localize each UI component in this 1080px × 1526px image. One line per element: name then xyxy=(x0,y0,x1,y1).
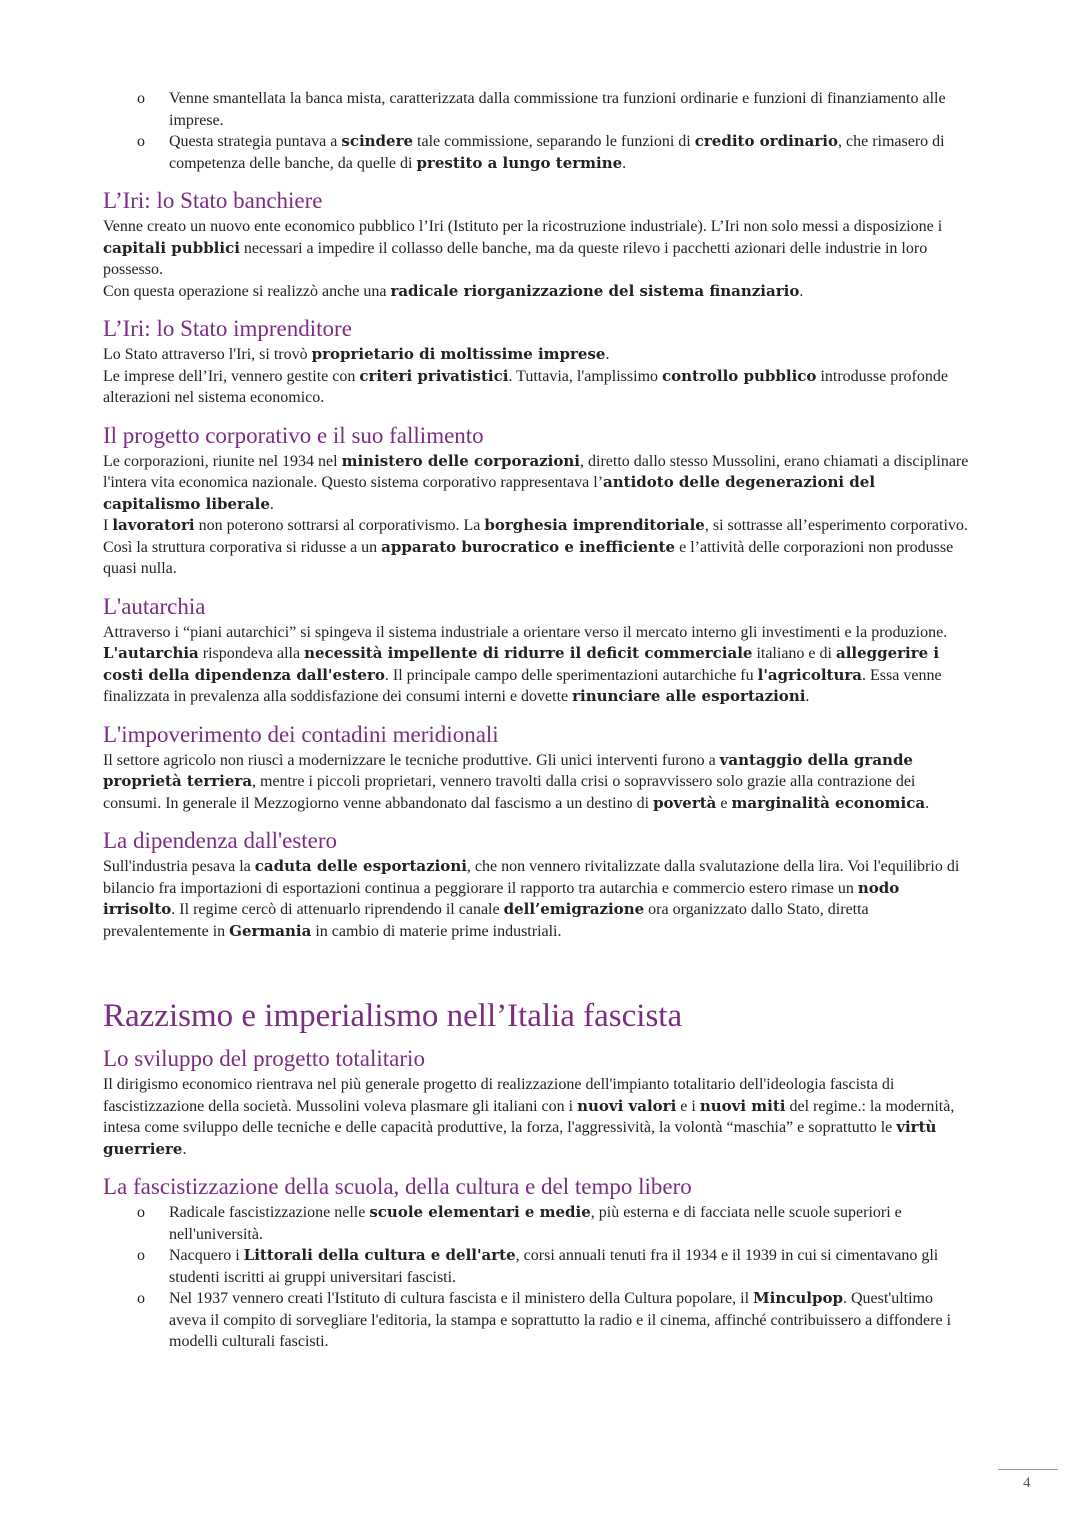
paragraph: I lavoratori non poterono sottrarsi al corporativismo. La borghesia imprenditoriale, si sottrasse all’esperimento corporativo. xyxy=(103,516,968,534)
paragraph: Lo Stato attraverso l'Iri, si trovò proprietario di moltissime imprese. xyxy=(103,345,610,363)
bold-term: nuovi miti xyxy=(699,1096,786,1115)
list-item xyxy=(103,1202,973,1245)
list-item xyxy=(103,131,973,174)
bold-term: controllo pubblico xyxy=(662,366,817,385)
bold-term: Littorali della cultura e dell'arte xyxy=(243,1246,516,1264)
list-item-text: Nel 1937 vennero creati l'Istituto di cultura fascista e il ministero della Cultura popolare, il Minculpop. Quest'ultimo aveva il compito di sorvegliare l'editoria, la stampa e soprattutto la radio e il cinema, affinché contribuissero a diffondere i modelli culturali fascisti. xyxy=(169,1289,952,1350)
bold-term: Minculpop xyxy=(753,1289,843,1307)
bold-term: capitali pubblici xyxy=(103,238,240,257)
bold-term: criteri privatistici xyxy=(359,366,509,385)
section-heading: La dipendenza dall'estero xyxy=(103,828,338,853)
bold-term: povertà xyxy=(653,793,717,812)
bold-term: vantaggio della grande proprietà terriera xyxy=(103,750,913,790)
bold-term: nodo irrisolto xyxy=(103,878,900,918)
section-heading: L’Iri: lo Stato imprenditore xyxy=(103,316,352,341)
list-item-text: Nacquero i Littorali della cultura e dell'arte, corsi annuali tenuti fra il 1934 e il 1939 in cui si cimentavano gli studenti iscritti ai gruppi universitari fascisti. xyxy=(169,1246,939,1286)
list-item-text: Venne smantellata la banca mista, caratterizzata dalla commissione tra funzioni ordinarie e funzioni di finanziamento alle imprese. xyxy=(169,90,946,129)
bullet-list xyxy=(103,1202,973,1353)
bold-term: dell’emigrazione xyxy=(503,900,645,918)
section-heading: L'autarchia xyxy=(103,593,206,619)
bold-term: marginalità economica xyxy=(731,793,926,812)
bold-term: apparato burocratico e inefficiente xyxy=(381,537,676,556)
list-item-text: Questa strategia puntava a scindere tale commissione, separando le funzioni di credito ordinario, che rimasero di competenza delle banche, da quelle di prestito a lungo termine. xyxy=(169,132,945,172)
bold-term: radicale riorganizzazione del sistema finanziario xyxy=(390,281,800,300)
paragraph: Venne creato un nuovo ente economico pubblico l’Iri (Istituto per la ricostruzione industriale). L’Iri non solo messi a disposizione i capitali pubblici necessari a impedire il collasso delle banche, ma da queste rilevo i pacchetti azionari delle industrie in loro possesso. xyxy=(103,218,943,278)
paragraph: Attraverso i “piani autarchici” si spingeva il sistema industriale a orientare verso il mercato interno gli investimenti e la produzione. L'autarchia rispondeva alla necessità impellente di ridurre il deficit commerciale italiano e di alleggerire i costi della dipendenza dall'estero. Il principale campo delle sperimentazioni autarchiche fu l'agricoltura. Essa venne finalizzata in prevalenza alla soddisfazione dei consumi interni e dovette rinunciare alle esportazioni. xyxy=(103,623,948,705)
paragraph: Così la struttura corporativa si ridusse a un apparato burocratico e inefficiente e l’attività delle corporazioni non produsse quasi nulla. xyxy=(103,537,954,577)
bold-term: prestito a lungo termine xyxy=(416,153,623,172)
bullet-icon: o xyxy=(137,1290,145,1307)
bold-term: virtù guerriere xyxy=(103,1118,937,1158)
bold-term: scindere xyxy=(341,132,414,150)
bold-term: borghesia imprenditoriale xyxy=(484,516,705,534)
bold-term: necessità impellente di ridurre il deficit commerciale xyxy=(304,644,753,662)
list-item xyxy=(103,1288,973,1353)
section-heading: L'impoverimento dei contadini meridionali xyxy=(103,721,499,747)
bold-term: l'agricoltura xyxy=(757,665,863,684)
paragraph: Le imprese dell’Iri, vennero gestite con criteri privatistici. Tuttavia, l'amplissimo controllo pubblico introdusse profonde alterazioni nel sistema economico. xyxy=(103,366,948,406)
bold-term: L'autarchia xyxy=(103,644,199,662)
document-page xyxy=(103,88,973,1353)
page-number-rule xyxy=(998,1469,1058,1470)
bold-term: ministero delle corporazioni xyxy=(341,451,580,470)
section-heading: L’Iri: lo Stato banchiere xyxy=(103,188,323,213)
paragraph: Il settore agricolo non riuscì a modernizzare le tecniche produttive. Gli unici interventi furono a vantaggio della grande proprietà terriera, mentre i piccoli proprietari, vennero travolti dalla crisi o sopravvissero solo grazie alla contrazione dei consumi. In generale il Mezzogiorno venne abbandonato dal fascismo a un destino di povertà e marginalità economica. xyxy=(103,750,930,812)
bullet-icon: o xyxy=(137,1247,145,1264)
list-item xyxy=(103,1245,973,1288)
page-number: 4 xyxy=(1023,1475,1031,1491)
section-heading: La fascistizzazione della scuola, della cultura e del tempo libero xyxy=(103,1174,692,1199)
paragraph: Il dirigismo economico rientrava nel più generale progetto di realizzazione dell'impianto totalitario dell'ideologia fascista di fascistizzazione della società. Mussolini voleva plasmare gli italiani con i nuovi valori e i nuovi miti del regime.: la modernità, intesa come sviluppo delle tecniche e delle capacità produttive, la forza, l'aggressività, la volontà “maschia” e soprattutto le virtù guerriere. xyxy=(103,1076,955,1158)
chapter-title: Razzismo e imperialismo nell’Italia fascista xyxy=(103,998,683,1034)
section-heading: Il progetto corporativo e il suo fallimento xyxy=(103,422,484,448)
bold-term: caduta delle esportazioni xyxy=(254,857,467,875)
paragraph: Sull'industria pesava la caduta delle esportazioni, che non vennero rivitalizzate dalla svalutazione della lira. Voi l'equilibrio di bilancio fra importazioni di esportazioni continua a peggiorare il rapporto tra autarchia e commercio estero rimase un nodo irrisolto. Il regime cercò di attenuarlo riprendendo il canale dell’emigrazione ora organizzato dallo Stato, diretta prevalentemente in Germania in cambio di materie prime industriali. xyxy=(103,857,960,940)
bold-term: nuovi valori xyxy=(577,1096,677,1115)
bold-term: credito ordinario xyxy=(694,132,838,150)
bold-term: antidoto delle degenerazioni del capitalismo liberale xyxy=(103,473,876,513)
bold-term: proprietario di moltissime imprese xyxy=(311,345,606,363)
section-heading: Lo sviluppo del progetto totalitario xyxy=(103,1046,425,1071)
bold-term: scuole elementari e medie xyxy=(369,1203,591,1221)
paragraph: Con questa operazione si realizzò anche una radicale riorganizzazione del sistema finanziario. xyxy=(103,281,804,300)
list-item-text: Radicale fascistizzazione nelle scuole elementari e medie, più esterna e di facciata nelle scuole superiori e nell'università. xyxy=(169,1203,902,1243)
top-bullet-list xyxy=(103,88,973,174)
bold-term: alleggerire i costi della dipendenza dall'estero xyxy=(103,644,940,684)
bullet-icon: o xyxy=(137,133,145,150)
paragraph: Le corporazioni, riunite nel 1934 nel ministero delle corporazioni, diretto dallo stesso Mussolini, erano chiamati a disciplinare l'intera vita economica nazionale. Questo sistema corporativo rappresentava l’antidoto delle degenerazioni del capitalismo liberale. xyxy=(103,451,969,513)
bold-term: lavoratori xyxy=(112,516,195,534)
bullet-icon: o xyxy=(137,1204,145,1221)
bullet-icon: o xyxy=(137,90,145,107)
bold-term: Germania xyxy=(229,921,312,940)
bold-term: rinunciare alle esportazioni xyxy=(572,687,806,705)
list-item xyxy=(103,88,973,131)
